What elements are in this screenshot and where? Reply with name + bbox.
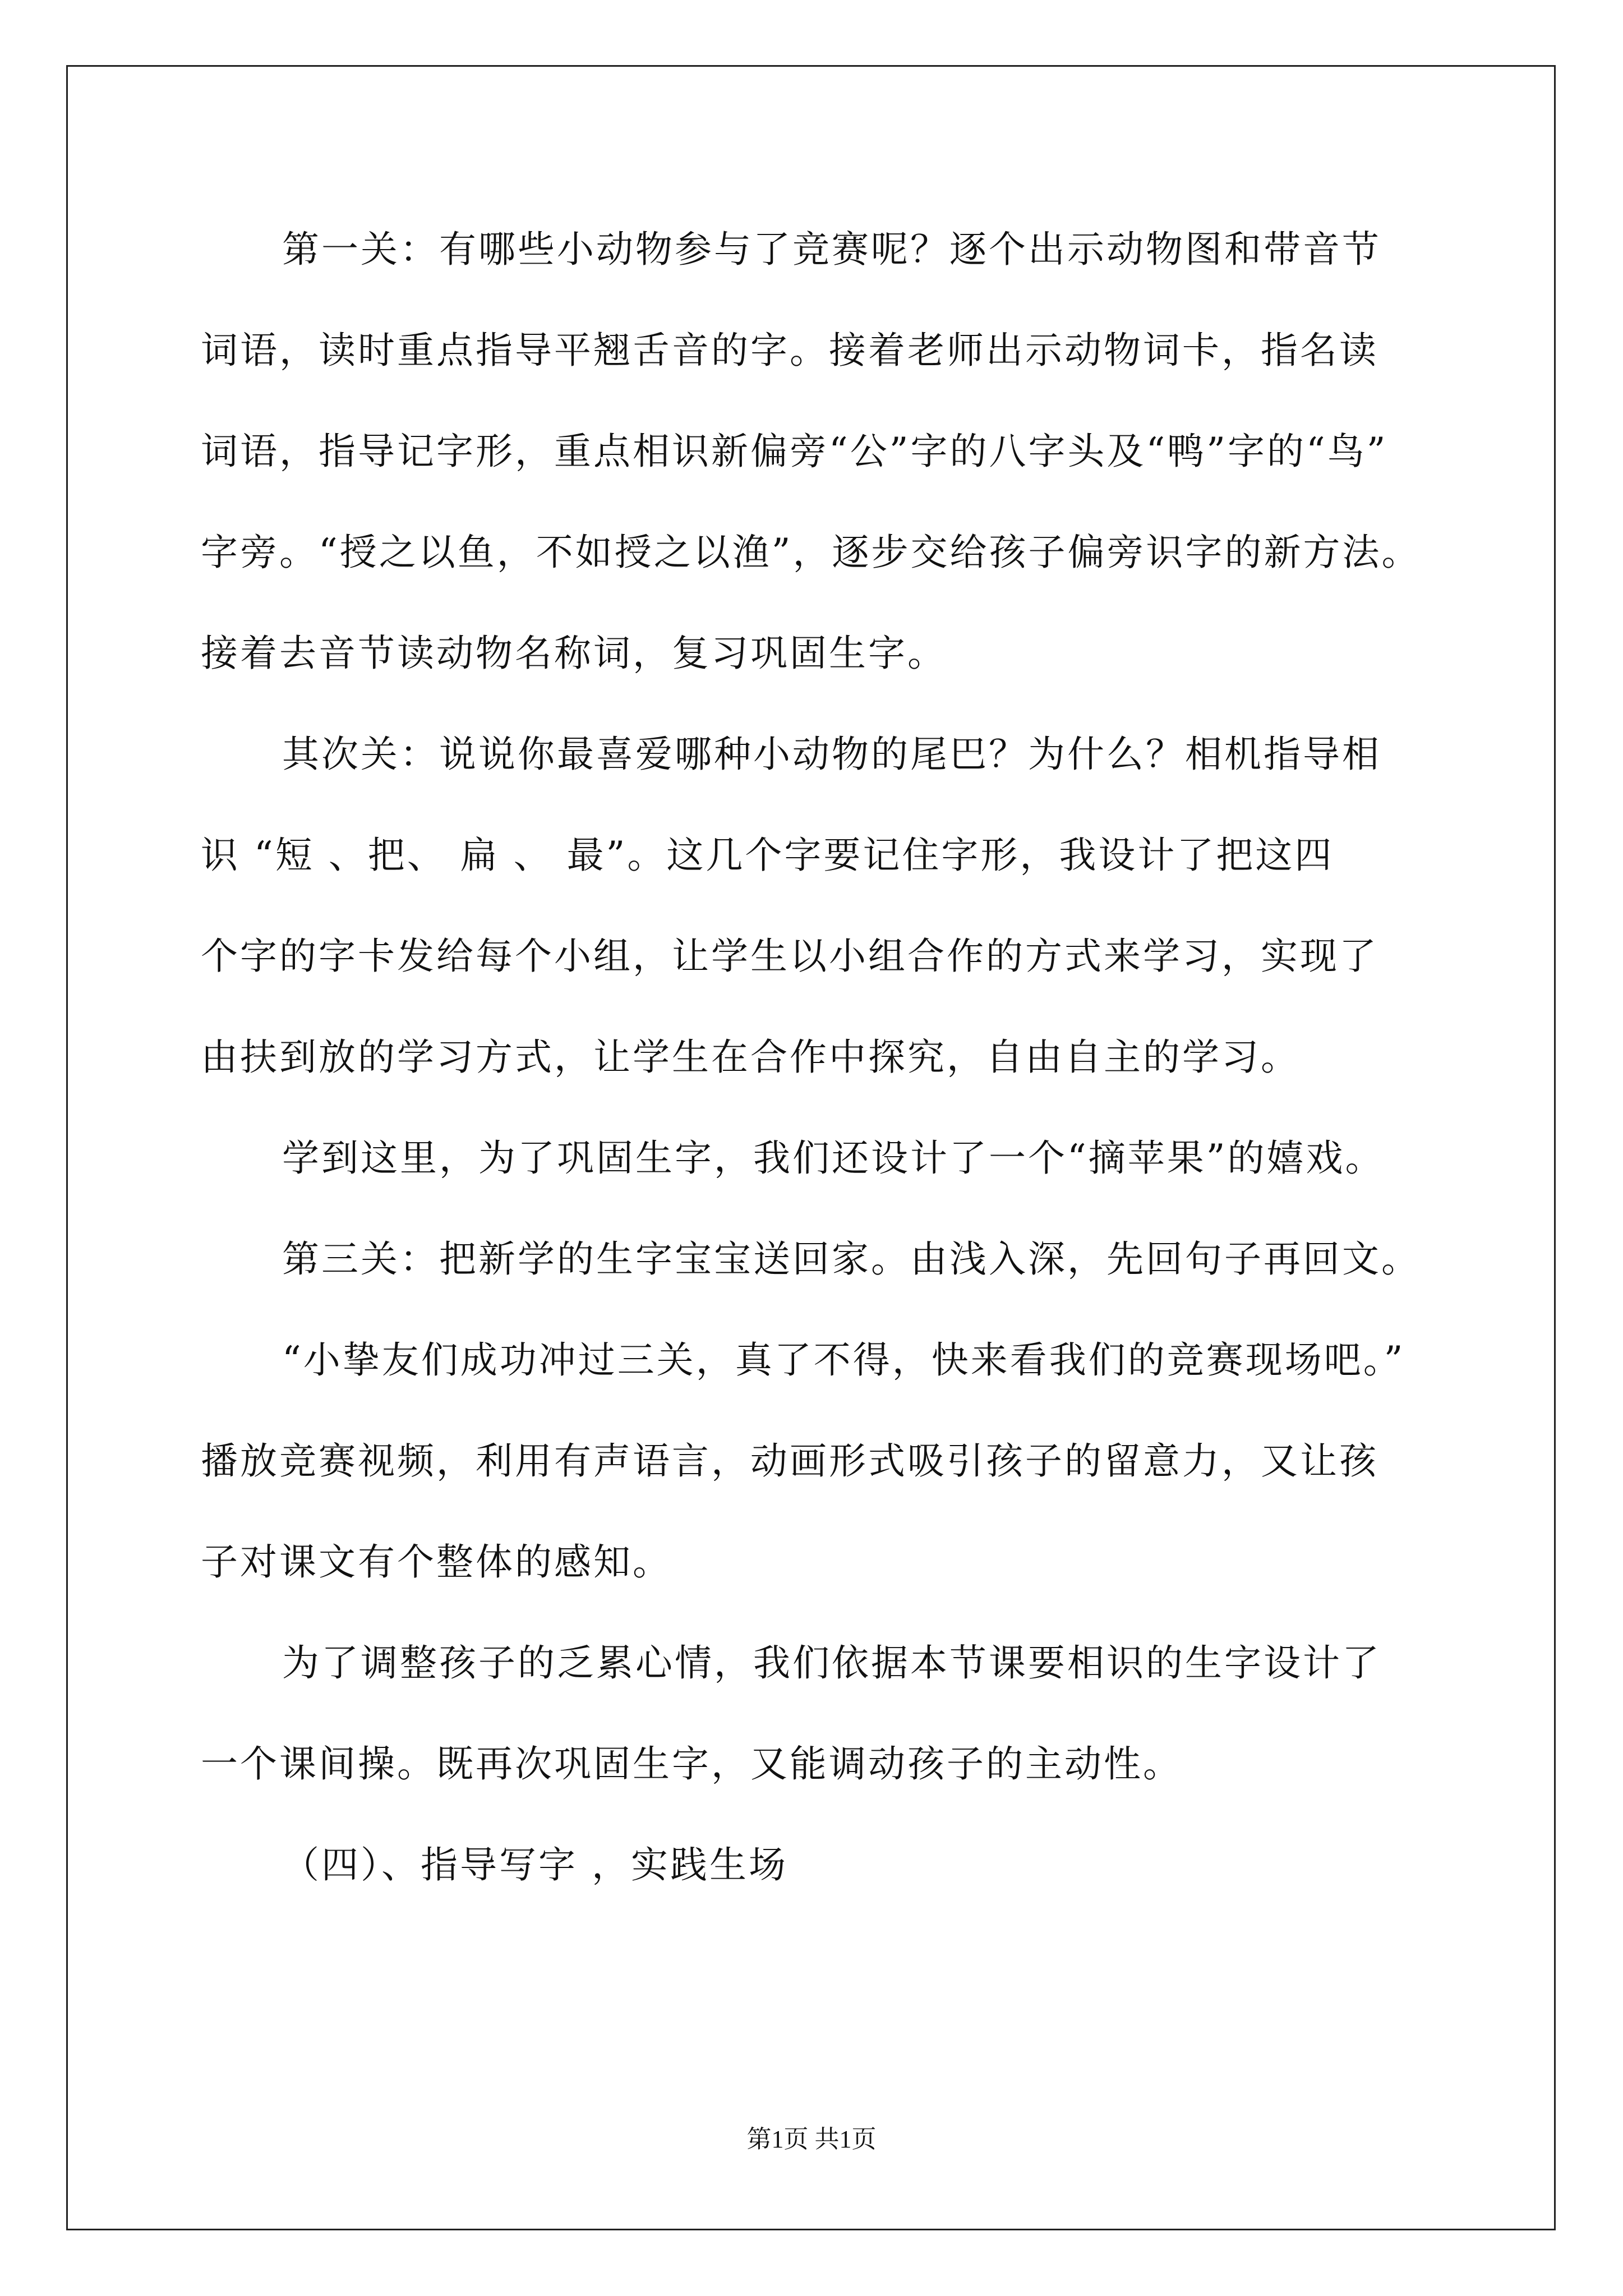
paragraph-line: 接着去音节读动物名称词，复习巩固生字。 [201,632,947,675]
paragraph-line: 字旁。“授之以鱼，不如授之以渔”，逐步交给孩子偏旁识字的新方法。 [201,531,1421,574]
paragraph-line: 一个课间操。既再次巩固生字，又能调动孩子的主动性。 [201,1742,1182,1786]
paragraph-line: 词语，指导记字形，重点相识新偏旁“公”字的八字头及“鸭”字的“鸟” [201,430,1388,473]
paragraph-line: 学到这里，为了巩固生字，我们还设计了一个“摘苹果”的嬉戏。 [282,1137,1385,1180]
paragraph-line: 第一关：有哪些小动物参与了竞赛呢？逐个出示动物图和带音节 [282,228,1381,271]
paragraph-line: 为了调整孩子的乏累心情，我们依据本节课要相识的生字设计了 [282,1641,1381,1685]
paragraph-line: 子对课文有个整体的感知。 [201,1540,672,1584]
paragraph-line: 识 “短 、把、 扁 、 最”。这几个字要记住字形，我设计了把这四 [201,834,1334,877]
paragraph-line: 其次关：说说你最喜爱哪种小动物的尾巴？为什么？相机指导相 [282,733,1381,776]
paragraph-line: 播放竞赛视频，利用有声语言，动画形式吸引孩子的留意力，又让孩 [201,1439,1378,1483]
paragraph-line: 由扶到放的学习方式，让学生在合作中探究，自由自主的学习。 [201,1036,1300,1079]
paragraph-line: 第三关：把新学的生字宝宝送回家。由浅入深，先回句子再回文。 [282,1237,1421,1281]
paragraph-line: 个字的字卡发给每个小组，让学生以小组合作的方式来学习，实现了 [201,935,1378,978]
section-heading: （四）、指导写字 ，实践生场 [282,1843,788,1887]
paragraph-line: “小挚友们成功冲过三关，真了不得，快来看我们的竞赛现场吧。” [282,1338,1405,1382]
page-number-footer: 第1页 共1页 [746,2125,877,2153]
paragraph-line: 词语，读时重点指导平翘舌音的字。接着老师出示动物词卡，指名读 [201,329,1378,372]
